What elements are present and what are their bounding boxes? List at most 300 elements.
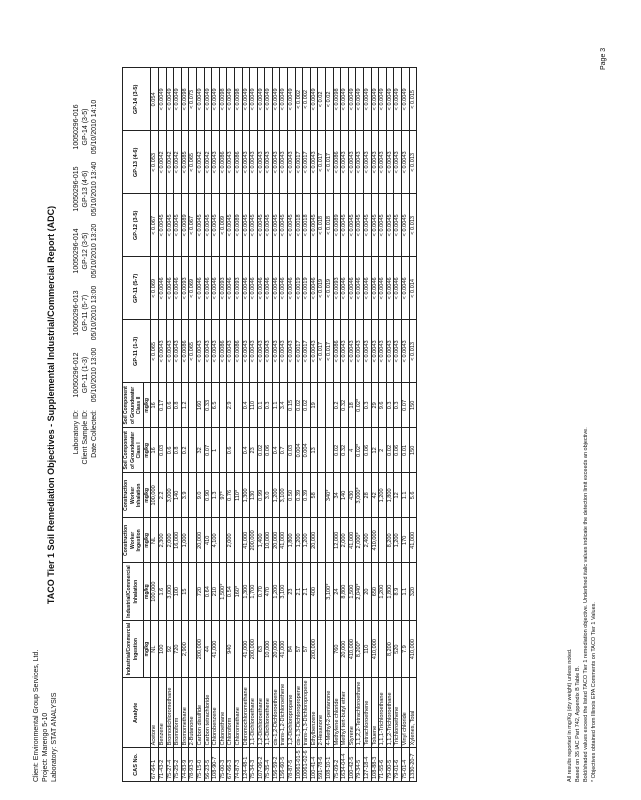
result-cell: < 0.013 [409,194,417,257]
result-cell: < 0.017 [318,320,326,383]
criteria-cell: 20,000 [272,518,280,563]
result-cell: < 0.0049 [288,68,296,131]
analyte-cell: 1,1-Dichloroethene [265,678,273,748]
criteria-cell: 0.15 [288,383,296,428]
lab-id-row [72,96,81,500]
criteria-cell: 0.4 [242,383,250,428]
criteria-cell: 1,700 [250,563,258,621]
result-cell: < 0.0045 [204,194,212,257]
criteria-cell: 0.01 [401,428,409,473]
cas-cell: 107-06-2 [257,748,265,782]
criteria-cell: 520 [394,620,402,678]
result-cell: < 0.0043 [371,131,379,194]
result-cell: < 0.0089 [181,194,189,257]
table-row [257,68,265,782]
cas-cell: 75-00-3 [219,748,227,782]
result-cell: < 0.065 [189,131,197,194]
criteria-cell [234,383,242,428]
criteria-cell: 170 [401,518,409,563]
cas-cell: 71-43-2 [158,748,166,782]
analyte-cell: Chloromethane [234,678,242,748]
analyte-cell: Chlorobenzene [212,678,220,748]
criteria-cell: 0.50 [288,473,296,518]
analyte-cell: 1,1,2-Trichloroethane [386,678,394,748]
cas-cell: 67-66-3 [227,748,235,782]
criteria-cell: 0.02 [303,383,311,428]
result-cell: < 0.0046 [272,257,280,320]
criteria-cell [234,518,242,563]
result-cell: < 0.0045 [196,194,204,257]
result-cell: < 0.002 [295,68,303,131]
result-cell: < 0.0049 [364,68,372,131]
result-cell: < 0.0043 [348,320,356,383]
table-row [219,68,227,782]
criteria-cell: 0.004 [295,428,303,473]
criteria-cell: 200,000 [196,620,204,678]
criteria-cell [189,563,197,621]
criteria-cell [219,428,227,473]
result-cell: < 0.0045 [227,194,235,257]
criteria-cell: 9.6 [379,383,387,428]
criteria-cell: 92 [166,620,174,678]
cas-cell: 10061-02-6 [303,748,311,782]
result-cell: < 0.065 [189,320,197,383]
client-label: Client: [33,762,40,782]
analyte-cell: Bromomethane [181,678,189,748]
result-cell: < 0.0043 [371,320,379,383]
result-cell: < 0.069 [151,257,159,320]
result-cell: < 0.02 [318,68,326,131]
criteria-cell: 140 [174,473,182,518]
result-cell: < 0.0046 [348,257,356,320]
result-cell: < 0.0042 [204,131,212,194]
criteria-cell: 18 [348,383,356,428]
cas-cell: 67-64-1 [151,748,159,782]
result-cell: < 0.067 [189,194,197,257]
result-cell: < 0.0043 [379,131,387,194]
criteria-cell: 24 [333,563,341,621]
client-sample-id-label: Client Sample ID: [82,410,89,465]
result-cell: < 0.018 [326,194,334,257]
criteria-cell: 8,200 [386,620,394,678]
criteria-cell: 400 [310,563,318,621]
result-cell: < 0.0043 [280,320,288,383]
result-cell: < 0.0043 [341,131,349,194]
criteria-cell: 3,100* [326,563,334,621]
result-cell: < 0.0043 [356,320,364,383]
criteria-cell: 44 [204,620,212,678]
criteria-cell: 2.1 [303,563,311,621]
result-cell: < 0.0018 [303,194,311,257]
criteria-cell: 0.17 [158,383,166,428]
criteria-cell: 100,000 [151,563,159,621]
result-cell: < 0.0049 [379,68,387,131]
laboratory-value: STAT ANALYSIS [51,692,58,745]
criteria-cell: 10,000 [265,620,273,678]
criteria-cell [219,518,227,563]
table-row [318,68,326,782]
result-cell: < 0.0086 [234,131,242,194]
criteria-cell: 23 [250,428,258,473]
analyte-cell: cis-1,2-Dichloroethene [272,678,280,748]
criteria-cell: 63 [257,620,265,678]
criteria-cell: 8,800 [341,563,349,621]
table-row [196,68,204,782]
criteria-cell: 1.2 [181,383,189,428]
criteria-cell: 2,040* [356,563,364,621]
criteria-cell: 650 [371,563,379,621]
result-cell: < 0.0043 [227,320,235,383]
criteria-cell: 41,000 [212,620,220,678]
result-cell: < 0.0043 [257,131,265,194]
analyte-header: Analyte [123,678,151,748]
footnote: All results reported in mg/Kg (dry weight) unless noted. [567,648,573,782]
criteria-cell: 160 [196,383,204,428]
criteria-cell: 8.9 [394,563,402,621]
criteria-cell: 2,000 [341,518,349,563]
criteria-cell: 1,500 [348,563,356,621]
criteria-cell: 0.39 [303,473,311,518]
table-row [333,68,341,782]
result-cell: < 0.0045 [348,194,356,257]
result-cell: < 0.0093 [181,257,189,320]
criteria-cell [326,383,334,428]
criteria-cell: 0.004 [303,428,311,473]
criteria-cell: 0.6 [227,428,235,473]
criteria-cell: 1,200 [394,518,402,563]
criteria-cell: 410,000 [371,518,379,563]
cas-cell: 108-88-3 [371,748,379,782]
result-cell: < 0.0046 [227,257,235,320]
analyte-cell: 1,1,2,2-Tetrachloroethane [356,678,364,748]
criteria-cell: 34 [333,473,341,518]
criteria-cell: 84 [288,620,296,678]
criteria-cell: 1,800 [386,473,394,518]
criteria-cell: 0.02* [356,383,364,428]
criteria-cell: 3,000 [166,473,174,518]
date-collected-row [90,96,99,500]
table-row [151,68,159,782]
criteria-cell: 1.6 [158,563,166,621]
criteria-cell [318,563,326,621]
result-cell: < 0.0045 [158,194,166,257]
result-cell: < 0.0018 [295,194,303,257]
table-row [401,68,409,782]
result-cell: < 0.0043 [386,320,394,383]
client-sample-id-value: GP-12 (3-5) [82,232,89,270]
criteria-cell: 110 [250,383,258,428]
criteria-cell: 10,000 [265,518,273,563]
criteria-cell: 7.9 [401,620,409,678]
result-cell: < 0.0017 [303,320,311,383]
criteria-cell: 410 [204,518,212,563]
criteria-cell: 2.2 [158,473,166,518]
result-cell: < 0.0045 [257,194,265,257]
project-label: Project: [42,758,49,782]
result-cell: < 0.0046 [386,257,394,320]
criteria-cell: 4 [348,428,356,473]
criteria-cell: 160* [234,563,242,621]
result-cell: < 0.0042 [196,131,204,194]
criteria-cell: 0.32 [341,428,349,473]
criteria-cell: 41,000 [242,620,250,678]
table-header-row [123,68,144,782]
criteria-cell: 1,200 [272,473,280,518]
result-cell: < 0.0045 [356,194,364,257]
criteria-cell: 12 [394,473,402,518]
sample-header: GP-11 (1-3) [123,320,151,383]
criteria-cell: 0.32 [341,383,349,428]
result-cell: < 0.0049 [212,68,220,131]
cas-cell: 100-41-4 [310,748,318,782]
result-cell: < 0.0046 [280,257,288,320]
result-cell: < 0.017 [318,131,326,194]
criteria-cell: 1.1 [401,563,409,621]
criteria-cell: 16 [151,383,159,428]
result-cell: < 0.0045 [280,194,288,257]
criteria-cell: 1,800 [386,563,394,621]
result-cell: < 0.015 [409,68,417,131]
result-cell: < 0.0049 [386,68,394,131]
criteria-cell: 0.70 [257,563,265,621]
result-cell: < 0.0046 [401,257,409,320]
result-cell: < 0.0045 [166,194,174,257]
criteria-cell: 23 [288,563,296,621]
criteria-cell: 1.1 [401,473,409,518]
analyte-cell: trans-1,3-Dichloropropene [303,678,311,748]
result-cell: < 0.0093 [219,257,227,320]
table-row [371,68,379,782]
criteria-cell: NL [151,620,159,678]
criteria-cell: 57 [295,620,303,678]
analyte-cell: Chloroethane [219,678,227,748]
analyte-cell: cis-1,3-Dichloropropene [295,678,303,748]
criteria-cell: 41,000 [348,518,356,563]
result-cell: < 0.0098 [234,68,242,131]
criteria-cell: 940 [227,620,235,678]
criteria-header: Construction Worker Ingestion [123,518,144,563]
result-cell: < 0.0043 [212,320,220,383]
table-row [303,68,311,782]
result-cell: < 0.069 [189,257,197,320]
criteria-cell: 0.2 [333,383,341,428]
analyte-cell: Toluene [371,678,379,748]
criteria-cell: 3.0 [265,473,273,518]
client-sample-id-value: GP-14 (3-5) [82,108,89,146]
analyte-cell: Acetone [151,678,159,748]
result-cell: < 0.0049 [257,68,265,131]
cas-cell: 75-25-2 [174,748,182,782]
cas-cell: 1330-20-7 [409,748,417,782]
criteria-cell: 100 [158,620,166,678]
criteria-cell [326,518,334,563]
footnotes [566,427,598,782]
result-cell: < 0.0043 [401,320,409,383]
cas-cell: 108-90-7 [212,748,220,782]
result-cell: < 0.0043 [280,131,288,194]
cas-cell: 124-48-1 [242,748,250,782]
result-cell: < 0.0043 [272,320,280,383]
criteria-cell: 0.07 [204,428,212,473]
cas-cell: 78-87-5 [288,748,296,782]
criteria-cell: 8,200* [356,620,364,678]
criteria-cell: 3,100 [280,473,288,518]
lab-id-value: 10050296-013 [73,290,80,336]
results-table [122,67,417,782]
result-cell: < 0.0085 [181,131,189,194]
result-cell: < 0.0086 [219,131,227,194]
analyte-cell: Tetrachloroethene [364,678,372,748]
result-cell: < 0.0043 [288,320,296,383]
result-cell: < 0.0043 [364,320,372,383]
cas-cell: 108-10-1 [326,748,334,782]
analyte-cell: 2-Hexanone [318,678,326,748]
table-row [158,68,166,782]
criteria-cell: 1,200 [303,518,311,563]
result-cell: < 0.0049 [166,68,174,131]
criteria-unit: mg/kg [143,518,151,563]
cas-cell: 79-01-6 [394,748,402,782]
result-cell: < 0.0045 [379,194,387,257]
result-cell: < 0.0086 [181,320,189,383]
result-cell: < 0.0049 [401,68,409,131]
result-cell: < 0.0049 [280,68,288,131]
client-sample-id-value: GP-13 (4-6) [82,170,89,208]
cas-cell: 56-23-5 [204,748,212,782]
result-cell: < 0.0086 [234,320,242,383]
result-cell: < 0.0043 [158,320,166,383]
criteria-cell: 13 [310,428,318,473]
lab-id-value: 10050296-015 [73,166,80,212]
result-cell: < 0.0045 [394,194,402,257]
criteria-cell: 210 [212,563,220,621]
result-cell: < 0.0045 [250,194,258,257]
result-cell: < 0.0043 [174,320,182,383]
analyte-cell: Styrene [348,678,356,748]
criteria-cell: 2.9 [227,383,235,428]
criteria-cell: 0.07 [401,383,409,428]
date-collected-label: Date Collected: [91,410,98,458]
result-cell: < 0.0046 [371,257,379,320]
criteria-cell: 2,300 [158,518,166,563]
criteria-cell: 320 [409,563,417,621]
client-sample-id-value: GP-11 (1-3) [82,356,89,394]
table-row [341,68,349,782]
result-cell: < 0.0046 [394,257,402,320]
criteria-cell: 4,100 [212,518,220,563]
result-cell: < 0.0089 [333,194,341,257]
cas-cell: 75-15-0 [196,748,204,782]
criteria-cell: 16 [151,428,159,473]
result-cell: < 0.0043 [356,131,364,194]
criteria-cell: 3.9 [181,473,189,518]
criteria-cell: 32 [196,428,204,473]
criteria-cell [189,473,197,518]
analyte-cell: Carbon disulfide [196,678,204,748]
sample-header: GP-14 (3-5) [123,68,151,131]
cas-cell: 75-34-3 [250,748,258,782]
result-cell: < 0.0043 [166,320,174,383]
analyte-cell: Trichloroethene [394,678,402,748]
date-collected-value: 05/10/2010 13:40 [91,161,98,217]
result-cell: < 0.017 [326,131,334,194]
criteria-cell: 42 [371,473,379,518]
criteria-cell: 0.4 [242,428,250,473]
result-cell: < 0.0043 [265,320,273,383]
table-row [272,68,280,782]
criteria-cell: 0.64 [204,563,212,621]
analyte-cell: Methyl tert-butyl ether [341,678,349,748]
table-row [265,68,273,782]
result-cell: < 0.0046 [204,257,212,320]
page-number: Page 3 [600,47,607,70]
criteria-cell [189,518,197,563]
criteria-cell: 5.6 [409,473,417,518]
criteria-cell: 3,000* [356,473,364,518]
criteria-cell [318,383,326,428]
criteria-cell: 2,000* [356,518,364,563]
result-cell: < 0.0098 [219,68,227,131]
result-cell: < 0.0049 [356,68,364,131]
table-row [288,68,296,782]
result-cell: < 0.0086 [219,320,227,383]
result-cell: < 0.0049 [272,68,280,131]
criteria-cell: 0.3 [364,383,372,428]
result-cell: < 0.0049 [265,68,273,131]
criteria-cell [318,473,326,518]
lab-id-value: 10050296-016 [73,104,80,150]
result-cell: 0.054 [151,68,159,131]
criteria-cell: 58 [310,473,318,518]
cas-cell: 10061-01-5 [295,748,303,782]
result-cell: < 0.053 [151,131,159,194]
criteria-cell: 0.39 [295,473,303,518]
cas-cell: 75-27-4 [166,748,174,782]
criteria-cell: 0.3 [386,383,394,428]
result-cell: < 0.0043 [310,131,318,194]
result-cell: < 0.0046 [379,257,387,320]
criteria-cell: 2 [379,428,387,473]
criteria-cell [326,428,334,473]
table-row [295,68,303,782]
criteria-cell: 3,000 [166,563,174,621]
criteria-cell: 1,300 [242,473,250,518]
criteria-cell: 15 [181,563,189,621]
table-row [166,68,174,782]
criteria-cell: 2,400 [364,518,372,563]
result-cell: < 0.0046 [257,257,265,320]
result-cell: < 0.019 [318,257,326,320]
result-cell: < 0.0046 [356,257,364,320]
criteria-header: Soil Component of Groundwater Class II [123,383,144,428]
criteria-cell: 140 [341,473,349,518]
table-row [386,68,394,782]
result-cell: < 0.0046 [242,257,250,320]
criteria-unit: mg/kg [143,563,151,621]
table-row [242,68,250,782]
criteria-cell: 0.02 [386,428,394,473]
result-cell: < 0.0089 [234,194,242,257]
criteria-cell: 20,000 [196,518,204,563]
criteria-cell: 20 [364,563,372,621]
result-cell: < 0.0046 [250,257,258,320]
analyte-cell: Chloroform [227,678,235,748]
date-collected-value: 05/10/2010 13:00 [91,347,98,403]
criteria-cell: 0.7 [280,428,288,473]
criteria-cell: 20,000 [341,620,349,678]
criteria-cell: 0.3 [265,383,273,428]
result-cell: < 0.0043 [310,320,318,383]
